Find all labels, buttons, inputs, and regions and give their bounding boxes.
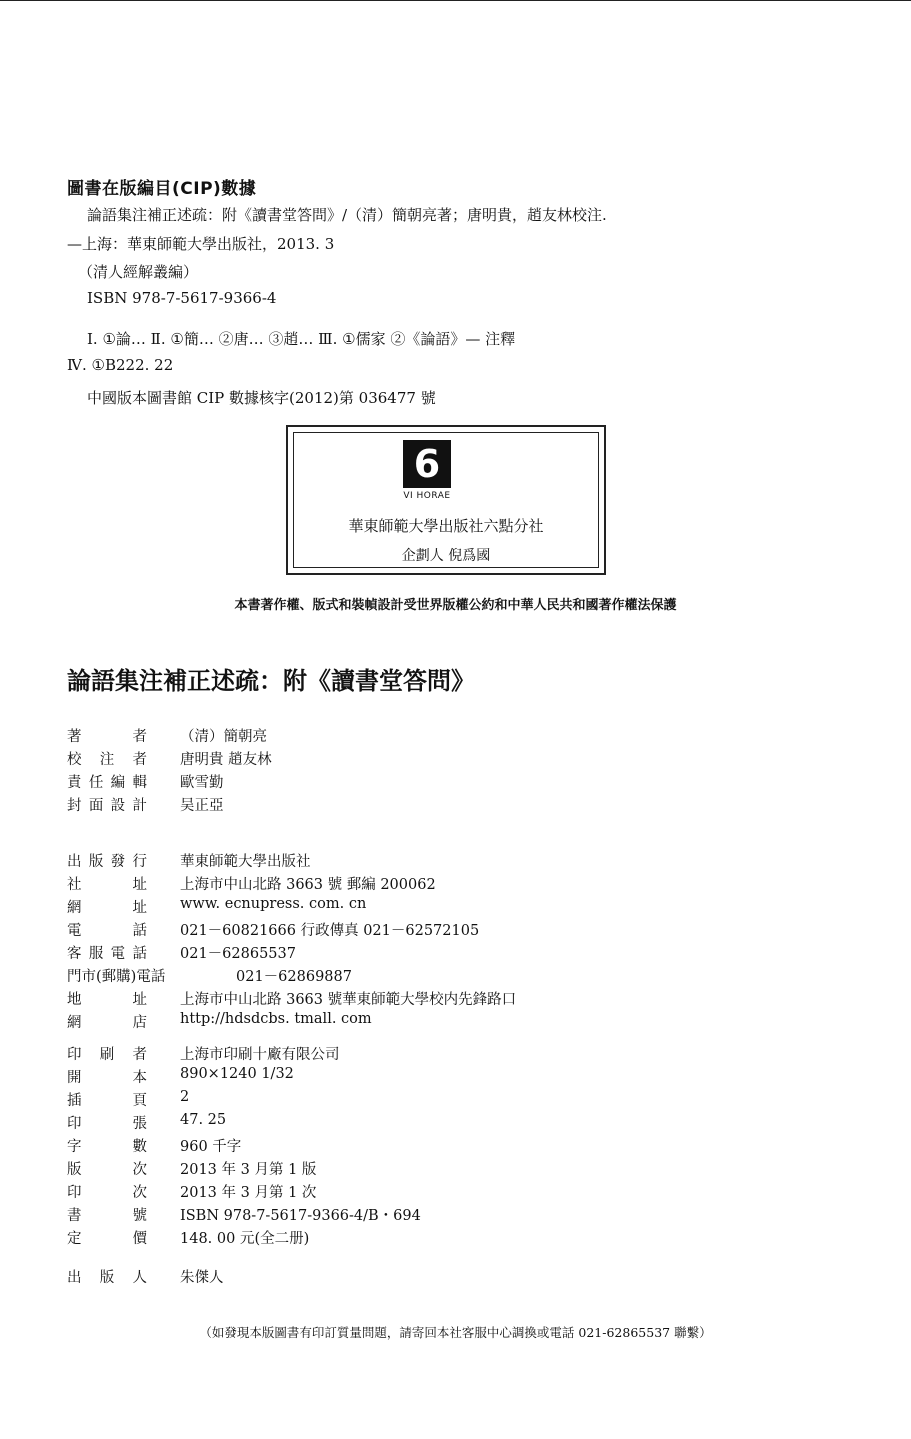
copyright-notice: 本書著作權、版式和裝幀設計受世界版權公約和中華人民共和國著作權法保護: [234, 598, 677, 613]
top-border-rule: [0, 0, 911, 1]
credit-value: 吴正亞: [180, 798, 224, 814]
publisher-value: 021－62869887: [236, 969, 352, 985]
printing-label: 印 張: [67, 1116, 147, 1132]
publisher-label: 門市(郵購)電話: [67, 969, 166, 985]
credit-value: 歐雪勤: [180, 775, 224, 791]
cip-heading: 圖書在版編目(CIP)數據: [67, 179, 257, 199]
printing-label: 印 刷 者: [67, 1047, 147, 1063]
printing-value: 2013 年 3 月第 1 版: [180, 1162, 317, 1178]
publisher-value: 華東師範大學出版社: [180, 854, 311, 870]
publisher-value: 021－60821666 行政傳真 021－62572105: [180, 923, 480, 939]
publisher-website[interactable]: www. ecnupress. com. cn: [180, 896, 367, 912]
credit-label: 責 任 編 輯: [67, 775, 147, 791]
publisher-person-value: 朱傑人: [180, 1270, 224, 1286]
printing-label: 開 本: [67, 1070, 147, 1086]
publisher-person-label: 出 版 人: [67, 1270, 147, 1286]
credit-label: 著 者: [67, 729, 147, 745]
printing-value: 2013 年 3 月第 1 次: [180, 1185, 317, 1201]
publisher-label: 電 話: [67, 923, 147, 939]
publisher-logo-icon: 6: [403, 440, 451, 488]
printing-value: 148. 00 元(全二册): [180, 1231, 310, 1247]
cip-line-record-number: 中國版本圖書館 CIP 數據核字(2012)第 036477 號: [87, 389, 436, 407]
printing-label: 版 次: [67, 1162, 147, 1178]
printing-value: 上海市印刷十廠有限公司: [180, 1047, 340, 1063]
credit-value: （清）簡朝亮: [180, 729, 267, 745]
credit-value: 唐明貴 趙友林: [180, 752, 272, 768]
printing-value: 890×1240 1/32: [180, 1066, 294, 1082]
publisher-label: 社 址: [67, 877, 147, 893]
publisher-branch-name: 華東師範大學出版社六點分社: [348, 517, 544, 535]
printing-label: 插 頁: [67, 1093, 147, 1109]
printing-label: 書 號: [67, 1208, 147, 1224]
printing-value: 47. 25: [180, 1112, 227, 1128]
publisher-value: 上海市中山北路 3663 號華東師範大學校内先鋒路口: [180, 992, 517, 1008]
printing-label: 定 價: [67, 1231, 147, 1247]
cip-line-publisher: —上海：華東師範大學出版社，2013. 3: [67, 235, 335, 253]
publisher-value: 上海市中山北路 3663 號 郵編 200062: [180, 877, 436, 893]
cip-line-subjects: Ⅰ. ①論… Ⅱ. ①簡… ②唐… ③趙… Ⅲ. ①儒家 ②《論語》— 注釋: [87, 330, 516, 348]
publisher-label: 網 址: [67, 900, 147, 916]
cip-line-isbn: ISBN 978-7-5617-9366-4: [87, 289, 277, 307]
publisher-label: 出 版 發 行: [67, 854, 147, 870]
printing-label: 字 數: [67, 1139, 147, 1155]
publisher-value: 021－62865537: [180, 946, 296, 962]
publisher-logo-text: VI HORAE: [403, 491, 451, 501]
printing-label: 印 次: [67, 1185, 147, 1201]
cip-line-classification: Ⅳ. ①B222. 22: [67, 356, 174, 374]
footer-note: （如發現本版圖書有印訂質量問題，請寄回本社客服中心調換或電話 021-62865537 聯繫）: [199, 1325, 712, 1340]
publisher-label: 地 址: [67, 992, 147, 1008]
printing-value: 960 千字: [180, 1139, 242, 1155]
cip-line-series: （清人經解叢編）: [78, 263, 199, 281]
credit-label: 校 注 者: [67, 752, 147, 768]
publisher-online-store[interactable]: http://hdsdcbs. tmall. com: [180, 1011, 372, 1027]
planner-credit: 企劃人 倪爲國: [401, 548, 491, 564]
publisher-label: 客 服 電 話: [67, 946, 147, 962]
credit-label: 封 面 設 計: [67, 798, 147, 814]
printing-value: 2: [180, 1089, 190, 1105]
printing-value: ISBN 978-7-5617-9366-4/B・694: [180, 1208, 421, 1224]
cip-line-title: 論語集注補正述疏：附《讀書堂答問》/（清）簡朝亮著；唐明貴，趙友林校注.: [87, 206, 607, 224]
book-title: 論語集注補正述疏：附《讀書堂答問》: [67, 667, 475, 695]
publisher-label: 網 店: [67, 1015, 147, 1031]
